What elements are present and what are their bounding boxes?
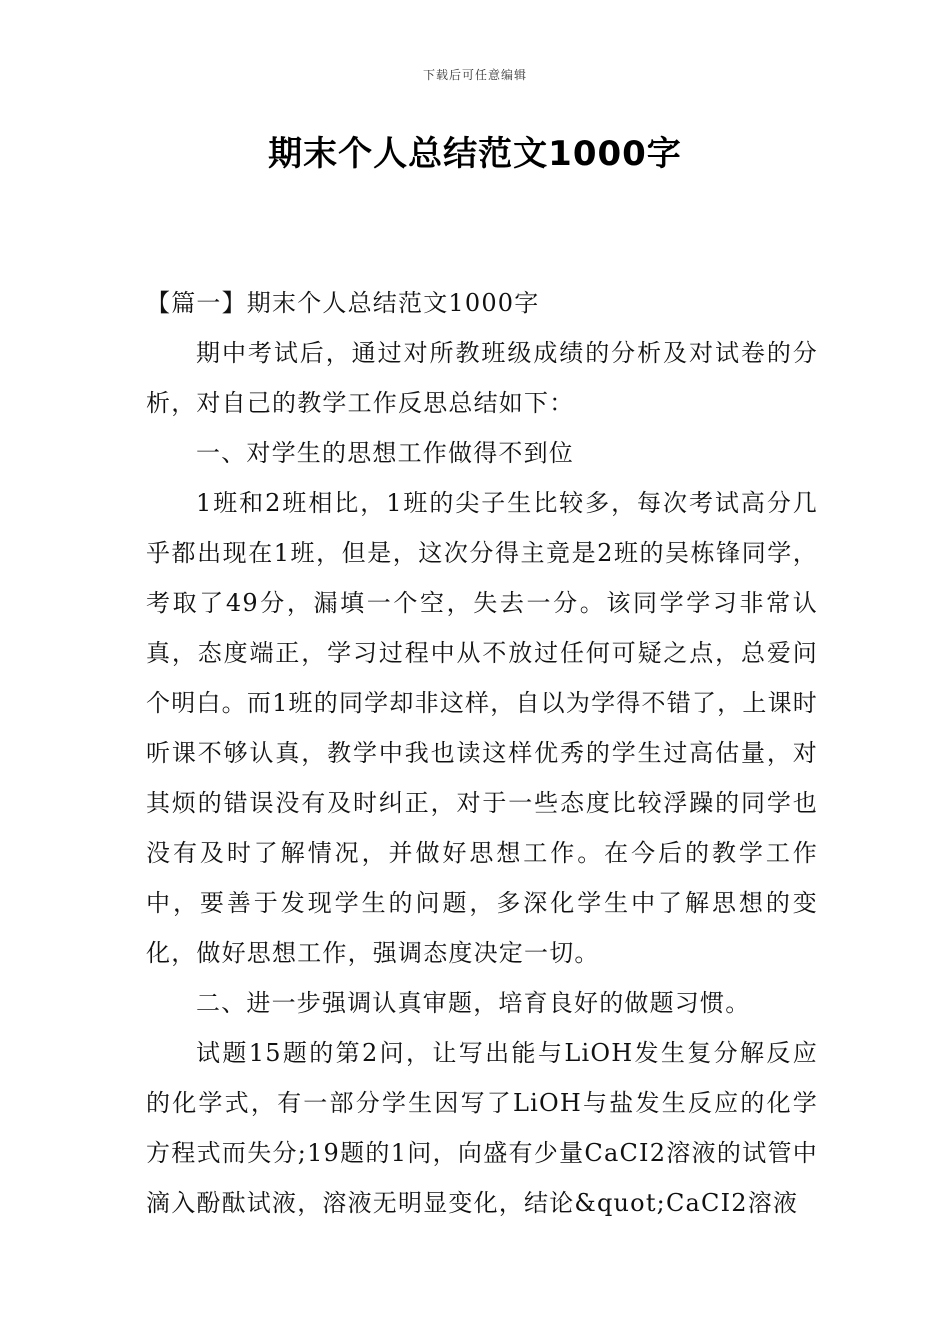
paragraph: 试题15题的第2问，让写出能与LiOH发生复分解反应的化学式，有一部分学生因写了LiOH与盐发生反应的化学方程式而失分;19题的1问，向盛有少量CaCI2溶液的试管中滴入酚酞试液，溶液无明显变化，结论&quot;CaCI2溶液 xyxy=(146,1039,818,1217)
subheading: 二、进一步强调认真审题，培育良好的做题习惯。 xyxy=(196,989,751,1017)
paragraph: 期中考试后，通过对所教班级成绩的分析及对试卷的分析，对自己的教学工作反思总结如下： xyxy=(146,339,818,417)
subheading: 一、对学生的思想工作做得不到位 xyxy=(196,439,574,467)
document-title: 期末个人总结范文1000字 xyxy=(268,134,682,174)
header-note: 下载后可任意编辑 xyxy=(422,68,527,82)
document-body xyxy=(146,278,818,1228)
paragraph: 1班和2班相比，1班的尖子生比较多，每次考试高分几乎都出现在1班，但是，这次分得主竟是2班的吴栋锋同学，考取了49分，漏填一个空，失去一分。该同学学习非常认真，态度端正，学习过程中从不放过任何可疑之点，总爱问个明白。而1班的同学却非这样，自以为学得不错了，上课时听课不够认真，教学中我也读这样优秀的学生过高估量，对其烦的错误没有及时纠正，对于一些态度比较浮躁的同学也没有及时了解情况，并做好思想工作。在今后的教学工作中，要善于发现学生的问题，多深化学生中了解思想的变化，做好思想工作，强调态度决定一切。 xyxy=(146,489,818,967)
section-heading: 【篇一】期末个人总结范文1000字 xyxy=(146,289,540,317)
